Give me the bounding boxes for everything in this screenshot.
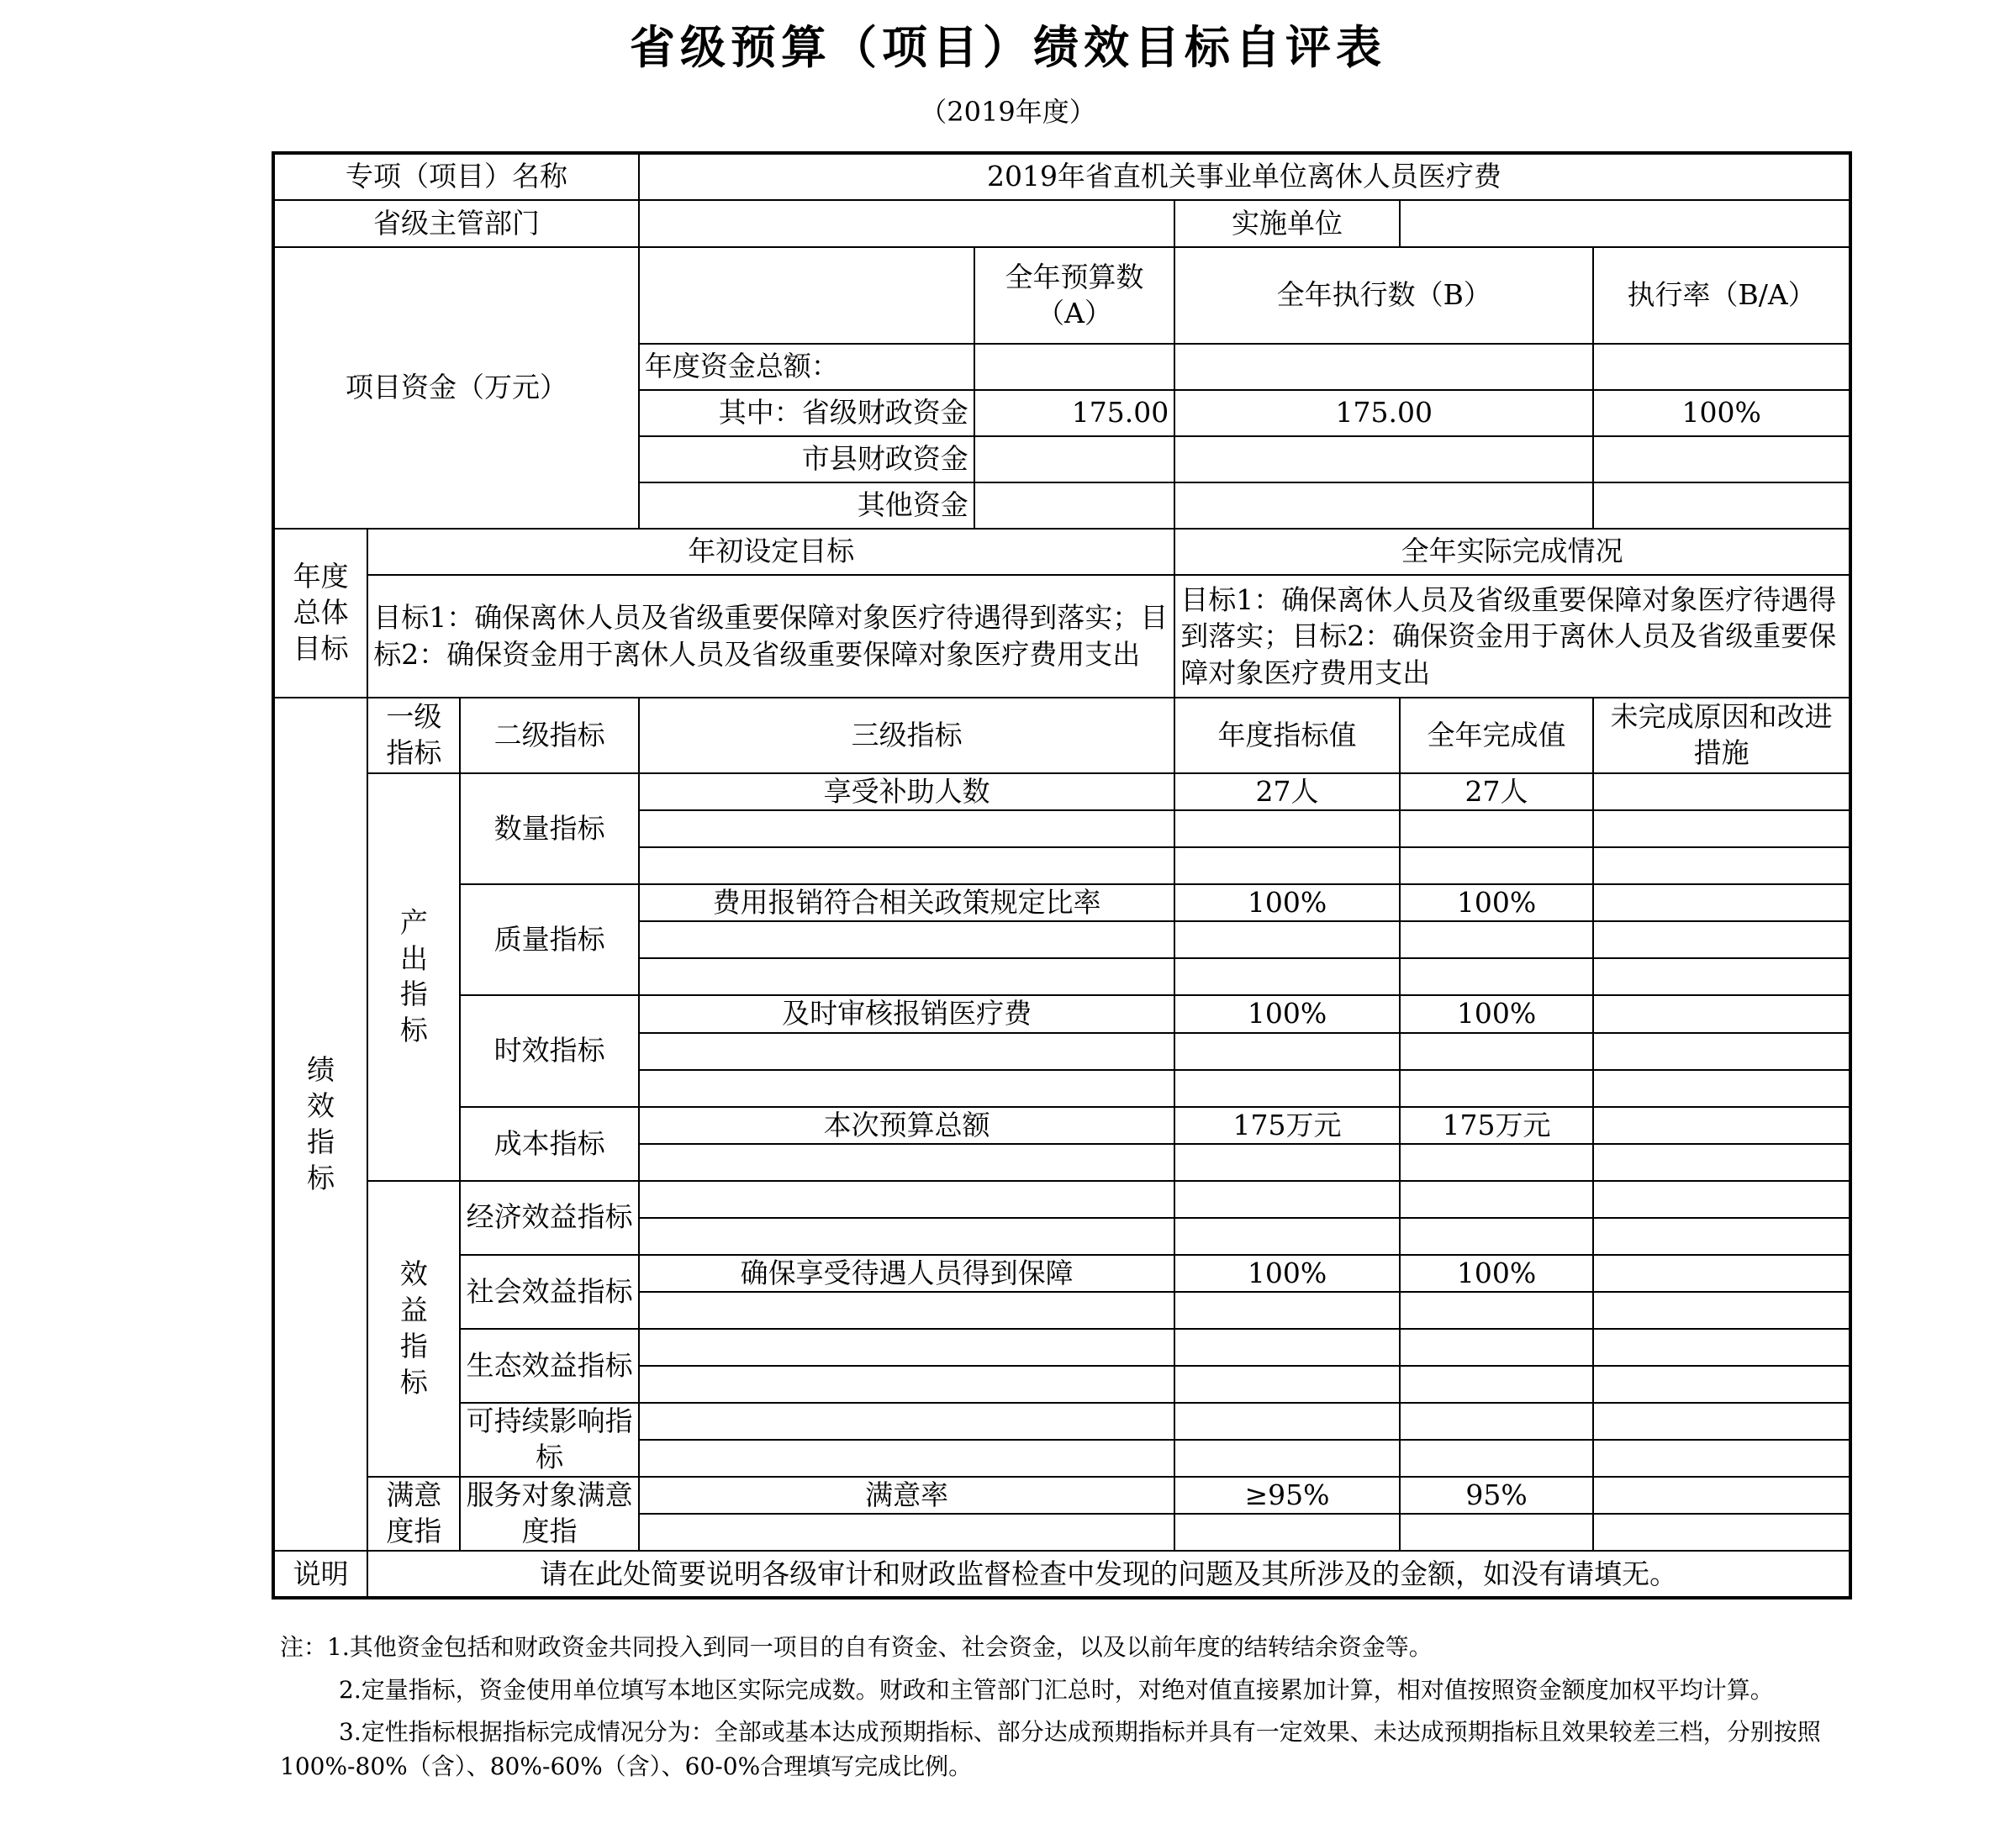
indicator-name <box>639 1329 1174 1366</box>
col-target-header: 年度指标值 <box>1174 698 1400 773</box>
indicator-name <box>639 1403 1174 1440</box>
indicator-actual <box>1400 1144 1593 1181</box>
indicator-target <box>1174 958 1400 995</box>
remarks-text: 请在此处简要说明各级审计和财政监督检查中发现的问题及其所涉及的金额，如没有请填无。 <box>367 1551 1850 1598</box>
indicator-name <box>639 1218 1174 1255</box>
footnote: 3.定性指标根据指标完成情况分为：全部或基本达成预期指标、部分达成预期指标并具有一定效果、未达成预期指标且效果较差三档，分别按照100%-80%（含）、80%-60%（含）、60-0%合理填写完成比例。 <box>280 1718 1821 1780</box>
indicator-reason <box>1593 1181 1850 1218</box>
indicator-name: 确保享受待遇人员得到保障 <box>639 1255 1174 1292</box>
remarks-row <box>273 1551 1850 1598</box>
indicator-reason <box>1593 995 1850 1032</box>
satisfaction-indicators-label: 满意度指 <box>367 1477 460 1551</box>
col-level2-header: 二级指标 <box>460 698 638 773</box>
indicator-target: 100% <box>1174 995 1400 1032</box>
indicator-target <box>1174 1440 1400 1477</box>
project-name-label: 专项（项目）名称 <box>273 153 639 200</box>
indicator-actual <box>1400 921 1593 958</box>
indicator-target <box>1174 1181 1400 1218</box>
indicator-reason <box>1593 1366 1850 1403</box>
indicator-actual: 100% <box>1400 1255 1593 1292</box>
indicator-reason <box>1593 773 1850 810</box>
indicator-reason <box>1593 884 1850 921</box>
indicator-actual <box>1400 1514 1593 1551</box>
indicator-name <box>639 847 1174 884</box>
col-level3-header: 三级指标 <box>639 698 1174 773</box>
indicator-target <box>1174 1403 1400 1440</box>
indicator-target: 27人 <box>1174 773 1400 810</box>
indicator-target <box>1174 1218 1400 1255</box>
indicator-reason <box>1593 810 1850 847</box>
indicator-row <box>273 1403 1850 1440</box>
goals-label: 年度总体目标 <box>273 529 367 698</box>
funds-row-label: 市县财政资金 <box>639 436 974 482</box>
indicator-reason <box>1593 1477 1850 1514</box>
indicator-name <box>639 1366 1174 1403</box>
project-name-row <box>273 153 1850 200</box>
indicator-target <box>1174 1366 1400 1403</box>
goals-actual-text: 目标1：确保离休人员及省级重要保障对象医疗待遇得到落实；目标2：确保资金用于离休人员及省级重要保障对象医疗费用支出 <box>1174 575 1850 698</box>
social-indicator-label: 社会效益指标 <box>460 1255 638 1329</box>
funds-exec: 175.00 <box>1174 390 1593 436</box>
indicator-reason <box>1593 1255 1850 1292</box>
indicator-target: 100% <box>1174 1255 1400 1292</box>
goals-planned-text: 目标1：确保离休人员及省级重要保障对象医疗待遇得到落实；目标2：确保资金用于离休人员及省级重要保障对象医疗费用支出 <box>367 575 1174 698</box>
funds-rate: 100% <box>1593 390 1850 436</box>
indicator-name <box>639 1033 1174 1070</box>
indicator-reason <box>1593 847 1850 884</box>
indicator-row <box>273 1477 1850 1514</box>
goals-header-row <box>273 529 1850 575</box>
indicator-target <box>1174 810 1400 847</box>
footnote: 2.定量指标，资金使用单位填写本地区实际完成数。财政和主管部门汇总时，对绝对值直接累加计算，相对值按照资金额度加权平均计算。 <box>339 1675 1774 1704</box>
indicator-reason <box>1593 958 1850 995</box>
indicator-actual <box>1400 1181 1593 1218</box>
indicator-actual <box>1400 1292 1593 1329</box>
funds-rate <box>1593 344 1850 390</box>
ecological-indicator-label: 生态效益指标 <box>460 1329 638 1403</box>
funds-row-label: 年度资金总额： <box>639 344 974 390</box>
footnote: 注：1.其他资金包括和财政资金共同投入到同一项目的自有资金、社会资金，以及以前年度的结转结余资金等。 <box>280 1633 1433 1661</box>
indicator-actual <box>1400 1403 1593 1440</box>
indicator-row <box>273 995 1850 1032</box>
goals-planned-header: 年初设定目标 <box>367 529 1174 575</box>
col-actual-header: 全年完成值 <box>1400 698 1593 773</box>
indicators-header-row <box>273 698 1850 773</box>
indicator-name: 本次预算总额 <box>639 1107 1174 1144</box>
funds-rate <box>1593 436 1850 482</box>
funds-budget <box>974 344 1175 390</box>
funds-budget: 175.00 <box>974 390 1175 436</box>
project-name-value: 2019年省直机关事业单位离休人员医疗费 <box>639 153 1850 200</box>
indicator-row <box>273 1329 1850 1366</box>
indicator-name: 费用报销符合相关政策规定比率 <box>639 884 1174 921</box>
indicator-row <box>273 773 1850 810</box>
indicator-actual <box>1400 1366 1593 1403</box>
quantity-indicator-label: 数量指标 <box>460 773 638 884</box>
indicator-target <box>1174 1514 1400 1551</box>
indicator-actual: 27人 <box>1400 773 1593 810</box>
indicator-actual <box>1400 1218 1593 1255</box>
indicator-name <box>639 958 1174 995</box>
funds-row-label: 其他资金 <box>639 482 974 529</box>
output-indicators-label: 产出指标 <box>367 773 460 1181</box>
indicator-target: ≥95% <box>1174 1477 1400 1514</box>
indicator-actual: 100% <box>1400 884 1593 921</box>
indicator-reason <box>1593 1218 1850 1255</box>
funds-header-row <box>273 247 1850 344</box>
dept-label: 省级主管部门 <box>273 200 639 247</box>
indicator-actual <box>1400 958 1593 995</box>
page-subtitle: （2019年度） <box>920 96 1096 128</box>
col-exec-header: 全年执行数（B） <box>1174 247 1593 344</box>
page-title: 省级预算（项目）绩效目标自评表 <box>630 21 1386 74</box>
indicator-name <box>639 1181 1174 1218</box>
cost-indicator-label: 成本指标 <box>460 1107 638 1181</box>
funds-label: 项目资金（万元） <box>273 247 639 529</box>
indicator-actual <box>1400 847 1593 884</box>
funds-budget <box>974 436 1175 482</box>
indicator-name <box>639 1144 1174 1181</box>
indicator-reason <box>1593 1329 1850 1366</box>
impl-unit-label: 实施单位 <box>1174 200 1400 247</box>
indicator-row <box>273 884 1850 921</box>
indicator-reason <box>1593 1033 1850 1070</box>
indicator-target <box>1174 1033 1400 1070</box>
indicator-name <box>639 1514 1174 1551</box>
indicator-reason <box>1593 921 1850 958</box>
indicator-name <box>639 1440 1174 1477</box>
indicator-row <box>273 1181 1850 1218</box>
indicator-reason <box>1593 1292 1850 1329</box>
indicator-row <box>273 1107 1850 1144</box>
indicator-target <box>1174 1329 1400 1366</box>
indicator-name <box>639 921 1174 958</box>
goals-text-row <box>273 575 1850 698</box>
indicator-reason <box>1593 1070 1850 1107</box>
col-level1-header: 一级指标 <box>367 698 460 773</box>
benefit-indicators-label: 效益指标 <box>367 1181 460 1477</box>
indicator-target: 175万元 <box>1174 1107 1400 1144</box>
indicator-actual <box>1400 1440 1593 1477</box>
indicator-target <box>1174 847 1400 884</box>
col-reason-header: 未完成原因和改进措施 <box>1593 698 1850 773</box>
funds-row-label: 其中：省级财政资金 <box>639 390 974 436</box>
department-row <box>273 200 1850 247</box>
funds-header-blank <box>639 247 974 344</box>
indicator-name <box>639 1070 1174 1107</box>
indicator-target <box>1174 921 1400 958</box>
self-evaluation-table <box>272 151 1852 1599</box>
indicator-reason <box>1593 1144 1850 1181</box>
remarks-label: 说明 <box>273 1551 367 1598</box>
economic-indicator-label: 经济效益指标 <box>460 1181 638 1255</box>
col-rate-header: 执行率（B/A） <box>1593 247 1850 344</box>
indicator-actual <box>1400 810 1593 847</box>
indicator-target <box>1174 1070 1400 1107</box>
funds-exec <box>1174 482 1593 529</box>
indicator-row <box>273 1255 1850 1292</box>
funds-exec <box>1174 436 1593 482</box>
sustainable-indicator-label: 可持续影响指标 <box>460 1403 638 1477</box>
footnotes <box>280 1631 1852 1792</box>
indicator-reason <box>1593 1514 1850 1551</box>
funds-exec <box>1174 344 1593 390</box>
indicator-name: 享受补助人数 <box>639 773 1174 810</box>
timeliness-indicator-label: 时效指标 <box>460 995 638 1106</box>
indicator-target: 100% <box>1174 884 1400 921</box>
indicator-reason <box>1593 1403 1850 1440</box>
service-satisfaction-label: 服务对象满意度指 <box>460 1477 638 1551</box>
indicator-reason <box>1593 1440 1850 1477</box>
indicator-target <box>1174 1144 1400 1181</box>
performance-indicators-label: 绩效指标 <box>273 698 367 1551</box>
indicator-reason <box>1593 1107 1850 1144</box>
indicator-actual: 95% <box>1400 1477 1593 1514</box>
impl-unit-value <box>1400 200 1850 247</box>
funds-budget <box>974 482 1175 529</box>
col-budget-header: 全年预算数（A） <box>974 247 1175 344</box>
indicator-actual: 100% <box>1400 995 1593 1032</box>
funds-rate <box>1593 482 1850 529</box>
dept-value <box>639 200 1174 247</box>
indicator-name <box>639 1292 1174 1329</box>
indicator-actual <box>1400 1033 1593 1070</box>
indicator-target <box>1174 1292 1400 1329</box>
indicator-actual <box>1400 1070 1593 1107</box>
indicator-name: 及时审核报销医疗费 <box>639 995 1174 1032</box>
indicator-actual: 175万元 <box>1400 1107 1593 1144</box>
goals-actual-header: 全年实际完成情况 <box>1174 529 1850 575</box>
indicator-actual <box>1400 1329 1593 1366</box>
indicator-name: 满意率 <box>639 1477 1174 1514</box>
quality-indicator-label: 质量指标 <box>460 884 638 995</box>
indicator-name <box>639 810 1174 847</box>
